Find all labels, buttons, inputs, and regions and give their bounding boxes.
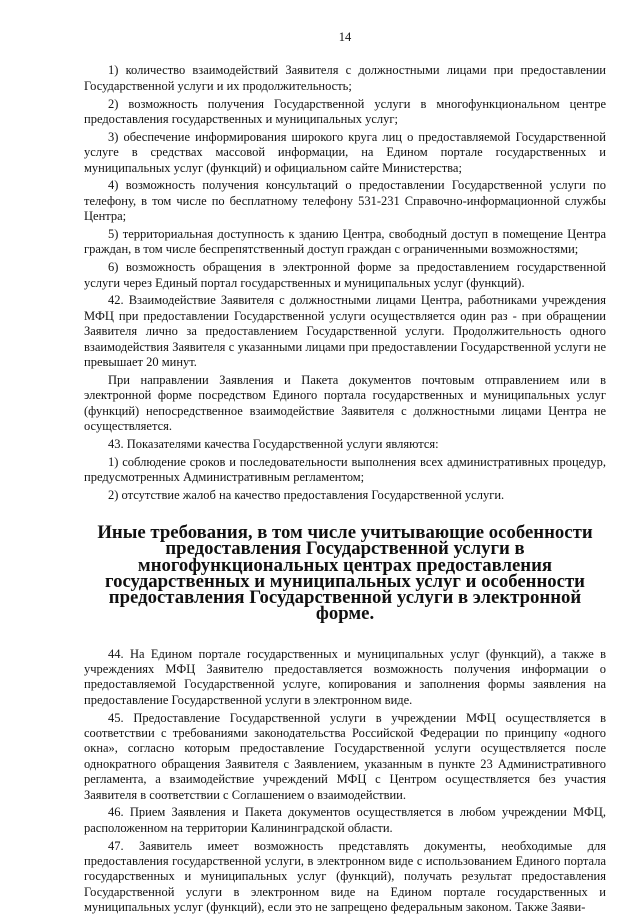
paragraph-item-42-mail: При направлении Заявления и Пакета документов почтовым отправлением или в электронной форме посредством Единого портала государственных и муниципальных услуг (функций) непосредственное взаимодействие Заявителя с должностными лицами Центра не осуществляется. bbox=[84, 372, 606, 434]
paragraph-item-46: 46. Прием Заявления и Пакета документов осуществляется в любом учреждении МФЦ, расположенном на территории Калининградской области. bbox=[84, 805, 606, 835]
paragraph-criterion-3: 3) обеспечение информирования широкого круга лиц о предоставляемой Государственной услуге в средствах массовой информации, на Едином портале государственных и муниципальных услуг (функций) и официальном сайте Министерства; bbox=[84, 129, 606, 175]
paragraph-criterion-6: 6) возможность обращения в электронной форме за предоставлением государственной услуги через Единый портал государственных и муниципальных услуг (функций). bbox=[84, 260, 606, 290]
paragraph-item-42: 42. Взаимодействие Заявителя с должностными лицами Центра, работниками учреждения МФЦ при предоставлении Государственной услуги осуществляется один раз - при обращении Заявителя лично за предоставлением Государственной услуги. Продолжительность одного взаимодействия Заявителя с указанными лицами при предоставлении Государственной услуги не превышает 20 минут. bbox=[84, 293, 606, 370]
page-number: 14 bbox=[338, 30, 352, 44]
paragraph-item-43: 43. Показателями качества Государственной услуги являются: bbox=[108, 436, 439, 451]
section-heading: Иные требования, в том числе учитывающие особенности предоставления Государственной услуги в многофункциональных центрах предоставления государственных и муниципальных услуг и особенности предоставления Государственной услуги в электронной форме. bbox=[97, 522, 593, 625]
paragraph-item-44: 44. На Едином портале государственных и муниципальных услуг (функций), а также в учреждениях МФЦ Заявителю предоставляется возможность получения информации о предоставляемой Государственной услуге, копирования и заполнения формы заявления на предоставление Государственной услуги в электронном виде. bbox=[84, 646, 606, 707]
paragraph-quality-1: 1) соблюдение сроков и последовательности выполнения всех административных процедур, предусмотренных Административным регламентом; bbox=[84, 454, 606, 485]
paragraph-item-47: 47. Заявитель имеет возможность представлять документы, необходимые для предоставления государственной услуги, в электронном виде с использованием Единого портала государственных и муниципальных услуг (функций), получать результат предоставления Государственной услуги в электронном виде на Едином портале государственных и муниципальных услуг (функций), если это не запрещено федеральным законом. Также Заяви- bbox=[84, 838, 606, 915]
paragraph-criterion-4: 4) возможность получения консультаций о предоставлении Государственной услуги по телефону, в том числе по бесплатному телефону 531-231 Справочно-информационной службы Центра; bbox=[84, 178, 606, 224]
paragraph-item-45: 45. Предоставление Государственной услуги в учреждении МФЦ осуществляется в соответствии с требованиями законодательства Российской Федерации по принципу «одного окна», согласно которым предоставление Государственной услуги осуществляется после однократного обращения Заявителя с Заявлением, указанным в пункте 23 Административного регламента, а взаимодействие учреждений МФЦ с Центром осуществляется без участия Заявителя в соответствии с Соглашением о взаимодействии. bbox=[84, 710, 606, 802]
paragraph-criterion-5: 5) территориальная доступность к зданию Центра, свободный доступ в помещение Центра граждан, в том числе беспрепятственный доступ граждан с ограниченными возможностями; bbox=[84, 227, 606, 257]
paragraph-criterion-2: 2) возможность получения Государственной услуги в многофункциональном центре предоставления государственных и муниципальных услуг; bbox=[84, 96, 606, 127]
paragraph-quality-2: 2) отсутствие жалоб на качество предоставления Государственной услуги. bbox=[108, 487, 505, 502]
paragraph-criterion-1: 1) количество взаимодействий Заявителя с должностными лицами при предоставлении Государственной услуги и их продолжительность; bbox=[84, 63, 606, 93]
